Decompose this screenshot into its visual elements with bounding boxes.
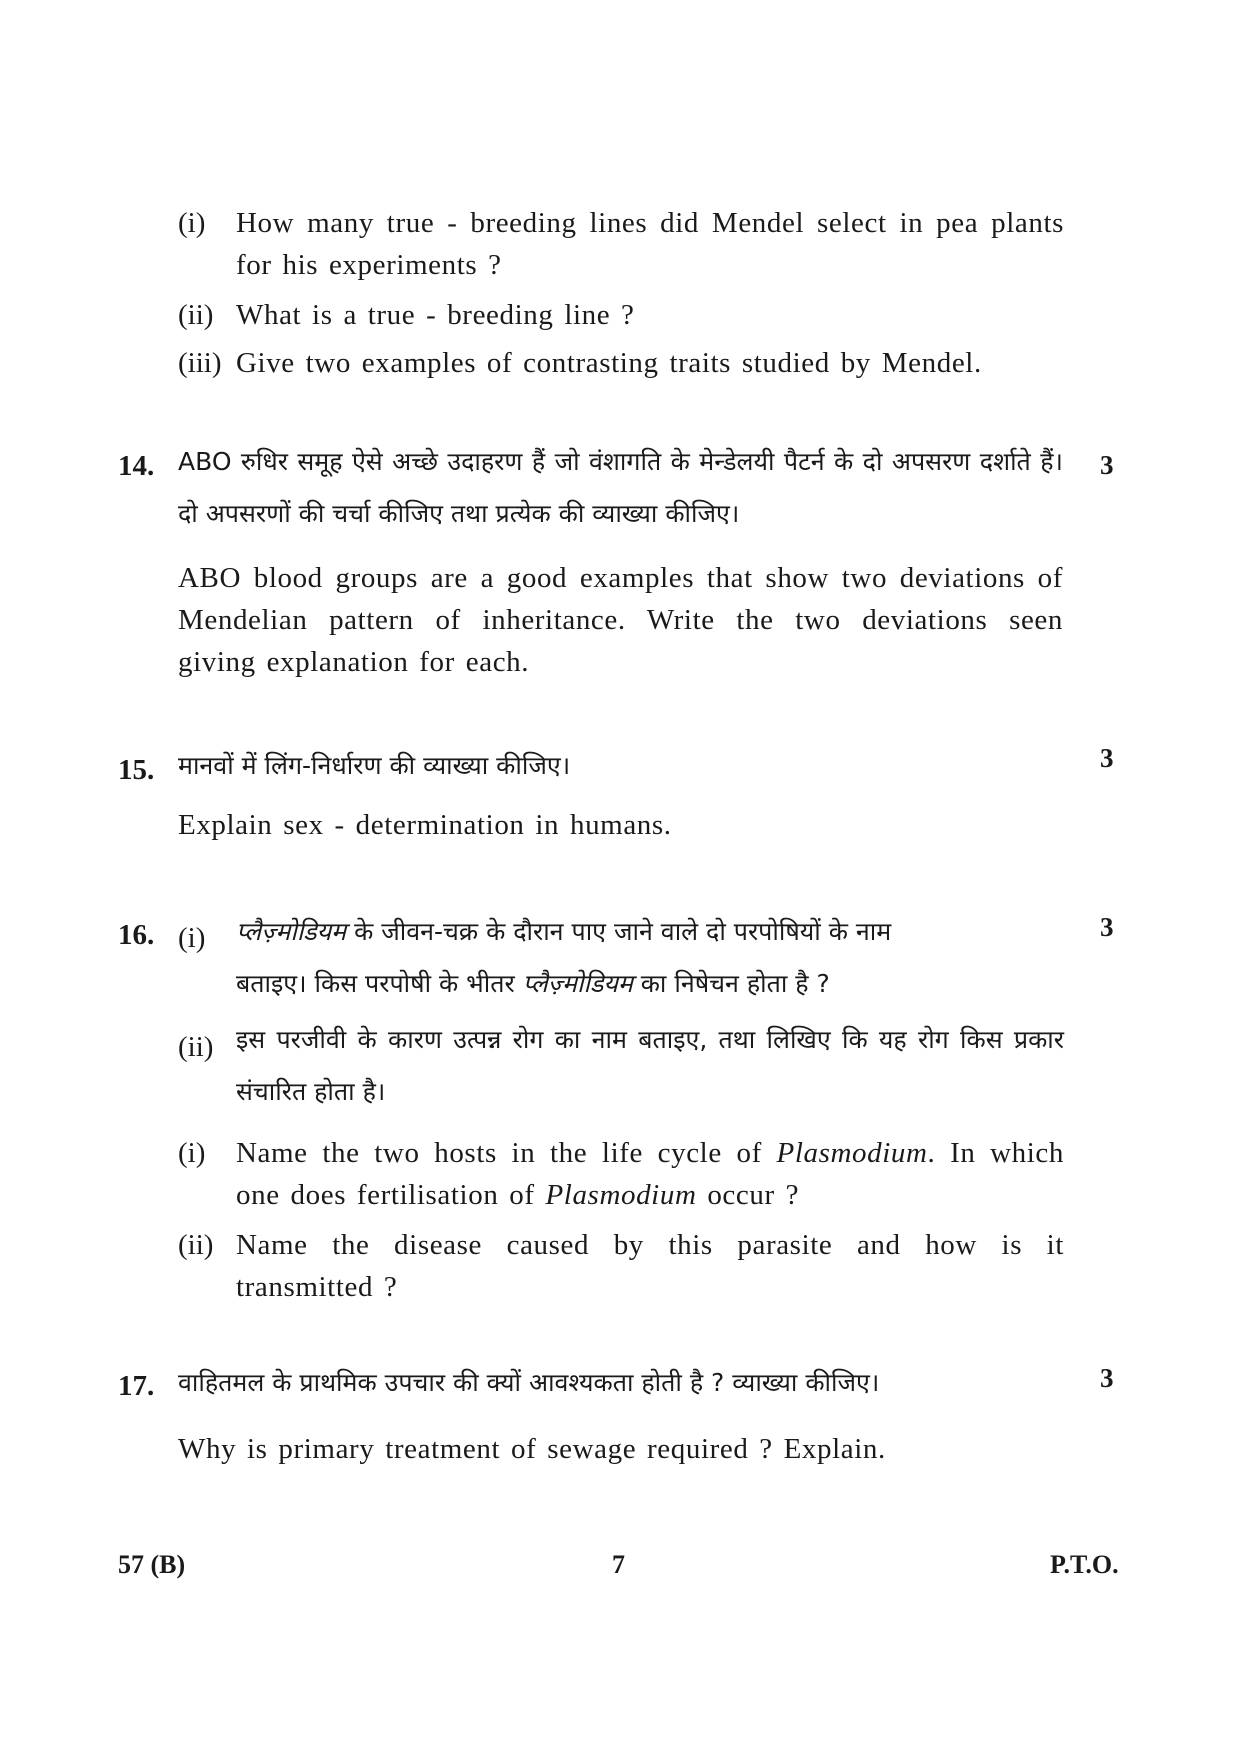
q13-part-ii-text: What is a true - breeding line ?	[236, 299, 635, 331]
q16-en-i-a: Name the two hosts in the life cycle of	[236, 1137, 777, 1169]
q14-marks: 3	[1100, 450, 1114, 480]
q15-hindi-text: मानवों में लिंग-निर्धारण की व्याख्या कीजिए।	[178, 751, 571, 780]
q16-hindi-part-i-line1-rest: के जीवन-चक्र के दौरान पाए जाने वाले दो परपोषियों के नाम	[346, 917, 892, 946]
q15-english-text: Explain sex - determination in humans.	[178, 809, 672, 841]
q16-hindi-part-i-line2-start: बताइए। किस परपोषी के भीतर	[236, 969, 523, 998]
q16-hindi-part-i-line1	[236, 906, 891, 958]
q13-part-ii-label: (ii)	[178, 299, 214, 331]
q14-hindi-text: ABO रुधिर समूह ऐसे अच्छे उदाहरण हैं जो वंशागति के मेन्डेलयी पैटर्न के दो अपसरण दर्शाते हैं। दो अपसरणों की चर्चा कीजिए तथा प्रत्येक की व्याख्या कीजिए।	[178, 447, 1063, 528]
q13-part-iii-label: (iii)	[178, 347, 222, 379]
q13-part-i-text: How many true - breeding lines did Mendel select in pea plants for his experiments ?	[236, 207, 1064, 281]
q17-marks: 3	[1100, 1363, 1114, 1393]
page-number: 7	[612, 1550, 625, 1579]
q16-en-i-c: . In which one does fertilisation of	[236, 1137, 1064, 1211]
q16-english-part-ii-text: Name the disease caused by this parasite and how is it transmitted ?	[236, 1229, 1064, 1303]
q16-hindi-part-i-label: (i)	[178, 922, 206, 954]
q16-hindi-part-i-line2	[236, 958, 830, 1010]
q13-part-i-label: (i)	[178, 207, 206, 239]
q16-hindi-part-ii-text: इस परजीवी के कारण उत्पन्न रोग का नाम बताइए, तथा लिखिए कि यह रोग किस प्रकार संचारित होता है।	[236, 1025, 1064, 1106]
plasmodium-term: Plasmodium	[545, 1179, 697, 1211]
q17-english-text: Why is primary treatment of sewage required ? Explain.	[178, 1433, 886, 1465]
q16-hindi-part-ii-label: (ii)	[178, 1031, 214, 1063]
q13-part-iii-text: Give two examples of contrasting traits studied by Mendel.	[236, 347, 982, 379]
pto-label: P.T.O.	[1050, 1550, 1119, 1579]
q16-english-part-i-label: (i)	[178, 1137, 206, 1169]
q16-hindi-part-i-line2-end: का निषेचन होता है ?	[632, 969, 830, 998]
plasmodium-term: Plasmodium	[776, 1137, 928, 1169]
q17-hindi-text: वाहितमल के प्राथमिक उपचार की क्यों आवश्यकता होती है ? व्याख्या कीजिए।	[178, 1368, 880, 1397]
q14-english-text: ABO blood groups are a good examples that show two deviations of Mendelian pattern of inheritance. Write the two deviations seen giving explanation for each.	[178, 562, 1063, 678]
q15-number: 15.	[118, 754, 155, 786]
q17-number: 17.	[118, 1370, 155, 1402]
q16-number: 16.	[118, 919, 155, 951]
plasmodium-term: प्लैज़्मोडियम	[522, 969, 633, 998]
q15-marks: 3	[1100, 743, 1114, 773]
q16-en-i-e: occur ?	[696, 1179, 800, 1211]
q16-english-part-i-text	[236, 1132, 1064, 1216]
q14-number: 14.	[118, 450, 155, 482]
paper-code: 57 (B)	[118, 1550, 186, 1579]
plasmodium-term: प्लैज़्मोडियम	[236, 917, 347, 946]
q16-english-part-ii-label: (ii)	[178, 1229, 214, 1261]
q16-marks: 3	[1100, 912, 1114, 942]
